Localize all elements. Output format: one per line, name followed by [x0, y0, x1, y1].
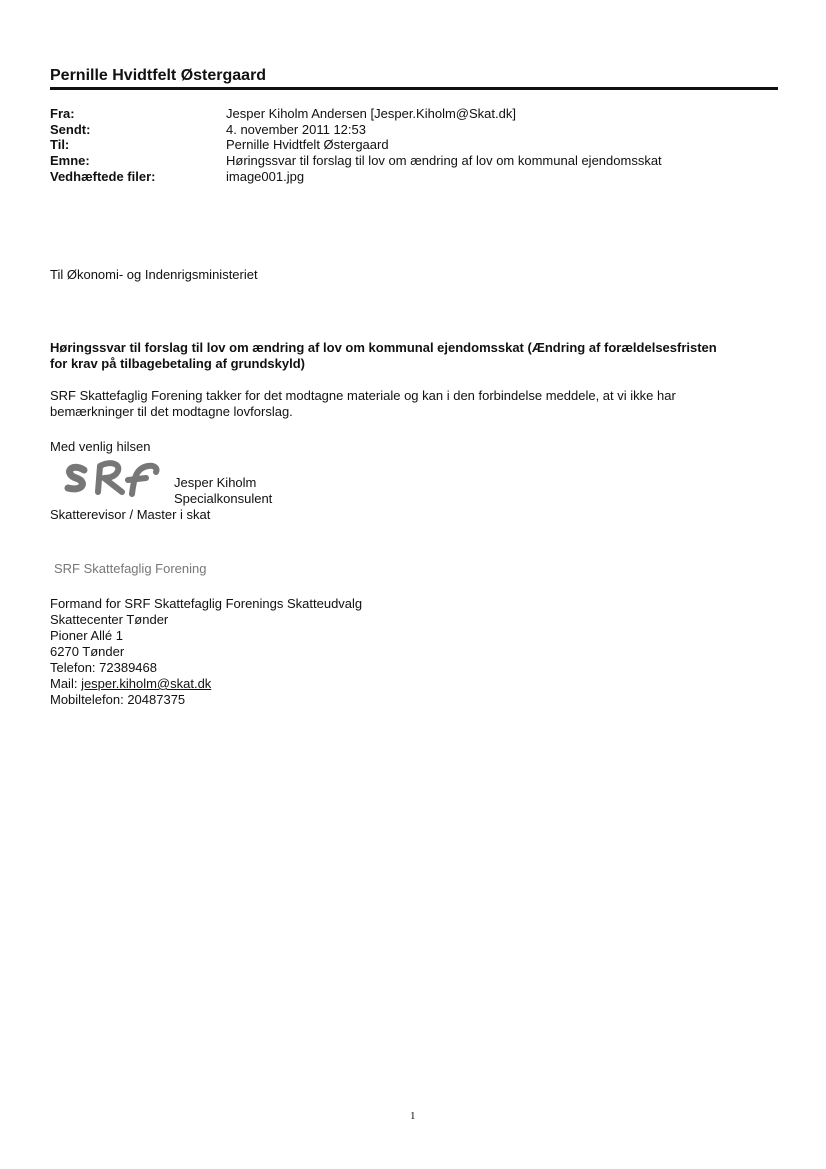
header-divider	[50, 87, 778, 90]
subject-heading-line2: for krav på tilbagebetaling af grundskyld)	[50, 356, 305, 371]
greeting: Med venlig hilsen	[50, 439, 151, 454]
to-value: Pernille Hvidtfelt Østergaard	[226, 137, 389, 152]
contact-postal: 6270 Tønder	[50, 644, 125, 659]
contact-mobile: Mobiltelefon: 20487375	[50, 692, 186, 707]
subject-value: Høringssvar til forslag til lov om ændring af lov om kommunal ejendomsskat	[226, 153, 662, 168]
addressee: Til Økonomi- og Indenrigsministeriet	[50, 267, 258, 282]
signature-name: Jesper Kiholm	[174, 475, 257, 490]
mailbox-owner-name: Pernille Hvidtfelt Østergaard	[50, 67, 267, 84]
srf-logo	[62, 456, 162, 498]
sent-value: 4. november 2011 12:53	[226, 122, 366, 137]
body-paragraph-line1: SRF Skattefaglig Forening takker for det modtagne materiale og kan i den forbindelse meddele, at vi ikke har	[50, 388, 676, 403]
subject-heading-line1: Høringssvar til forslag til lov om ændring af lov om kommunal ejendomsskat (Ændring af forældelsesfristen	[50, 340, 717, 355]
mail-link[interactable]: jesper.kiholm@skat.dk	[81, 676, 212, 691]
contact-address: Pioner Allé 1	[50, 628, 123, 643]
body-paragraph	[50, 388, 750, 420]
to-label: Til:	[50, 137, 70, 152]
from-value: Jesper Kiholm Andersen [Jesper.Kiholm@Skat.dk]	[226, 106, 516, 121]
mail-label: Mail:	[50, 676, 82, 691]
signature-title: Specialkonsulent	[174, 491, 273, 506]
contact-mail	[50, 676, 211, 692]
contact-phone: Telefon: 72389468	[50, 660, 157, 675]
subject-heading	[50, 340, 780, 372]
organization-name: SRF Skattefaglig Forening	[54, 561, 207, 576]
from-label: Fra:	[50, 106, 75, 121]
sent-label: Sendt:	[50, 122, 91, 137]
attachments-label: Vedhæftede filer:	[50, 169, 156, 184]
page-number: 1	[410, 1110, 416, 1122]
attachment-file[interactable]: image001.jpg	[226, 169, 305, 184]
contact-line2: Skattecenter Tønder	[50, 612, 169, 627]
subject-label: Emne:	[50, 153, 90, 168]
signature-role: Skatterevisor / Master i skat	[50, 507, 211, 522]
contact-line1: Formand for SRF Skattefaglig Forenings Skatteudvalg	[50, 596, 363, 611]
body-paragraph-line2: bemærkninger til det modtagne lovforslag.	[50, 404, 293, 419]
